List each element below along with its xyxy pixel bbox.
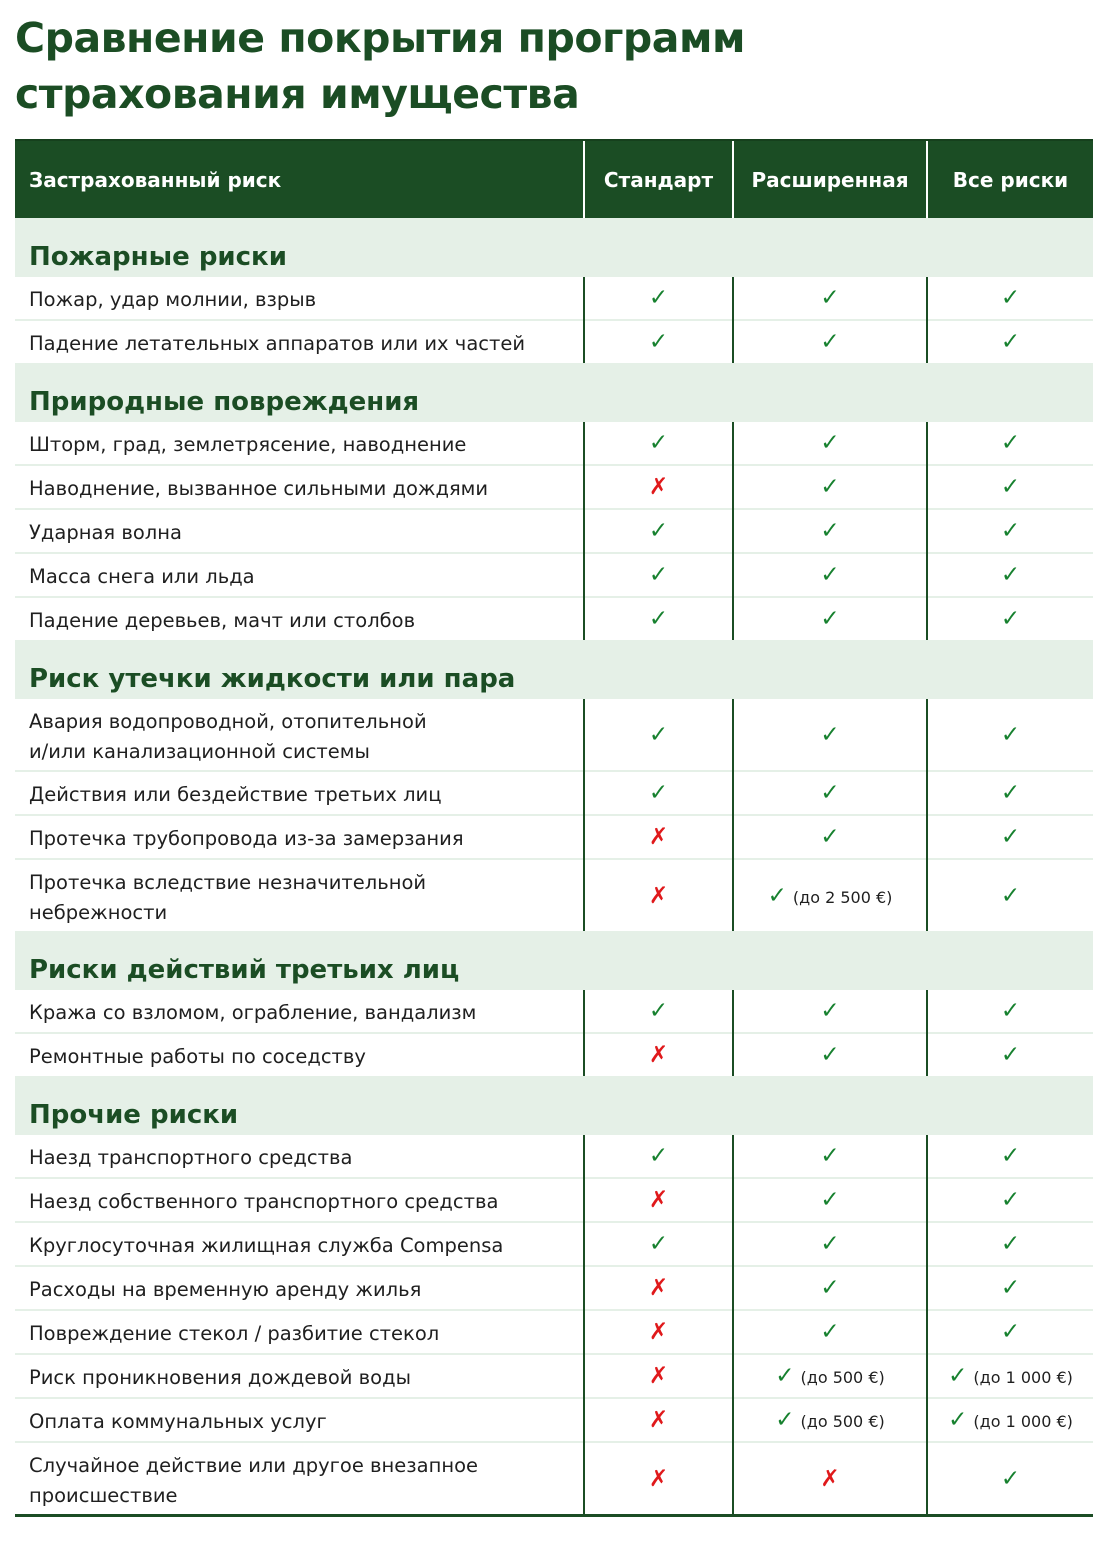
cell-standard: [584, 320, 733, 363]
cross-icon: ✗: [820, 1465, 840, 1492]
check-icon: ✓: [1000, 474, 1021, 500]
check-icon: ✓: [1000, 1187, 1021, 1213]
table-row: [15, 1266, 1093, 1310]
cross-icon: ✗: [648, 824, 669, 850]
table-row: [15, 1398, 1093, 1442]
check-icon: ✓: [820, 721, 840, 748]
cell-extended: [733, 320, 927, 363]
check-icon: ✓: [1000, 721, 1021, 748]
table-row: [15, 1310, 1093, 1354]
check-icon: ✓: [820, 1319, 840, 1345]
cell-all-risks: [927, 1442, 1093, 1516]
table-row: [15, 277, 1093, 320]
cell-standard: [584, 1354, 733, 1398]
risk-label-line: Масса снега или льда: [29, 565, 255, 588]
section-title: Риск утечки жидкости или пара: [29, 664, 516, 694]
section-row: [15, 1076, 1093, 1135]
cell-extended: [733, 1398, 927, 1442]
cell-all-risks: [927, 553, 1093, 597]
check-icon: ✓: [820, 1143, 840, 1169]
header-all-risks: Все риски: [927, 140, 1093, 218]
cell-all-risks: [927, 509, 1093, 553]
table-row: [15, 1354, 1093, 1398]
cell-all-risks: [927, 815, 1093, 859]
check-icon: ✓: [820, 606, 840, 632]
section-title: Пожарные риски: [29, 242, 287, 272]
cell-extended: [733, 509, 927, 553]
risk-label: [29, 1183, 583, 1217]
cell-standard: [584, 815, 733, 859]
coverage-table: [15, 139, 1093, 1517]
cell-extended: [733, 1178, 927, 1222]
table-header: [15, 140, 1093, 218]
cell-all-risks: [927, 699, 1093, 771]
check-icon: ✓: [1000, 562, 1021, 588]
title-line-1: Сравнение покрытия программ: [15, 14, 745, 62]
cross-icon: ✗: [648, 1042, 669, 1068]
cell-standard: [584, 1266, 733, 1310]
check-icon: ✓: [1000, 430, 1021, 456]
check-icon: ✓: [648, 518, 669, 544]
cell-extended: [733, 771, 927, 815]
cell-standard: [584, 553, 733, 597]
cell-standard: [584, 1135, 733, 1178]
check-icon: ✓: [820, 518, 840, 544]
check-icon: ✓: [820, 824, 840, 850]
check-icon: ✓: [1000, 606, 1021, 632]
check-icon: ✓: [820, 780, 840, 806]
risk-label: [29, 1139, 583, 1173]
cell-extended: [733, 1222, 927, 1266]
risk-label: [29, 281, 583, 315]
check-icon: ✓: [1000, 998, 1021, 1024]
table-row: [15, 699, 1093, 771]
check-icon: ✓: [648, 998, 669, 1024]
risk-label: [29, 1038, 583, 1072]
check-icon: ✓: [648, 780, 669, 806]
cell-standard: [584, 771, 733, 815]
cross-icon: ✗: [648, 882, 669, 909]
cell-standard: [584, 1222, 733, 1266]
risk-label: [29, 426, 583, 460]
risk-label-line: происшествие: [29, 1483, 178, 1507]
risk-label: [29, 864, 583, 928]
cell-all-risks: [927, 1398, 1093, 1442]
cell-all-risks: [927, 1033, 1093, 1076]
cell-all-risks: [927, 597, 1093, 640]
table-row: [15, 465, 1093, 509]
cell-extended: [733, 1033, 927, 1076]
check-icon: ✓: [775, 1363, 795, 1389]
cell-standard: [584, 277, 733, 320]
risk-label: [29, 1359, 583, 1393]
check-icon: ✓: [820, 1275, 840, 1301]
table-row: [15, 1135, 1093, 1178]
title-line-2: страхования имущества: [15, 70, 580, 118]
risk-label: [29, 514, 583, 548]
risk-label-line: и/или канализационной системы: [29, 739, 370, 763]
cross-icon: ✗: [648, 1407, 669, 1433]
cell-all-risks: [927, 859, 1093, 931]
cell-standard: [584, 509, 733, 553]
check-icon: ✓: [1000, 1231, 1021, 1257]
cell-standard: [584, 1442, 733, 1516]
risk-label-line: Расходы на временную аренду жилья: [29, 1278, 422, 1301]
cell-all-risks: [927, 990, 1093, 1033]
table-row: [15, 1178, 1093, 1222]
check-icon: ✓: [648, 430, 669, 456]
risk-label: [29, 1447, 583, 1511]
check-icon: ✓: [648, 1143, 669, 1169]
risk-label-line: Случайное действие или другое внезапное: [29, 1453, 478, 1477]
table-row: [15, 509, 1093, 553]
check-icon: ✓: [1000, 780, 1021, 806]
check-icon: ✓: [648, 1231, 669, 1257]
section-row: [15, 218, 1093, 277]
check-icon: ✓: [820, 285, 840, 311]
check-icon: ✓: [767, 882, 787, 909]
risk-label-line: Падение летательных аппаратов или их частей: [29, 332, 526, 355]
check-icon: ✓: [648, 721, 669, 748]
check-icon: ✓: [820, 1042, 840, 1068]
risk-label: [29, 703, 583, 767]
check-icon: ✓: [820, 998, 840, 1024]
risk-label: [29, 994, 583, 1028]
check-icon: ✓: [1000, 329, 1021, 355]
table-row: [15, 815, 1093, 859]
cell-all-risks: [927, 1222, 1093, 1266]
check-icon: ✓: [648, 285, 669, 311]
cell-all-risks: [927, 771, 1093, 815]
check-icon: ✓: [1000, 285, 1021, 311]
cell-standard: [584, 422, 733, 465]
table-row: [15, 320, 1093, 363]
cell-extended: [733, 699, 927, 771]
cell-all-risks: [927, 320, 1093, 363]
page-title: [15, 10, 1085, 122]
check-icon: ✓: [648, 606, 669, 632]
check-icon: ✓: [1000, 1319, 1021, 1345]
table-row: [15, 422, 1093, 465]
check-icon: ✓: [1000, 518, 1021, 544]
check-icon: ✓: [775, 1407, 795, 1433]
header-risk: Застрахованный риск: [15, 140, 584, 218]
check-icon: ✓: [948, 1363, 968, 1389]
table-row: [15, 1442, 1093, 1516]
risk-label-line: Падение деревьев, мачт или столбов: [29, 609, 416, 632]
limit-note: (до 1 000 €): [973, 1368, 1073, 1387]
cell-standard: [584, 1178, 733, 1222]
risk-label: [29, 1403, 583, 1437]
risk-label: [29, 776, 583, 810]
limit-note: (до 500 €): [800, 1368, 885, 1387]
header-standard: Стандарт: [584, 140, 733, 218]
risk-label-line: Ударная волна: [29, 521, 182, 544]
cell-standard: [584, 1310, 733, 1354]
cell-extended: [733, 859, 927, 931]
cell-all-risks: [927, 1135, 1093, 1178]
risk-label-line: Протечка трубопровода из-за замерзания: [29, 827, 464, 850]
risk-label-line: Повреждение стекол / разбитие стекол: [29, 1322, 440, 1345]
section-row: [15, 363, 1093, 422]
risk-label-line: Наезд транспортного средства: [29, 1146, 353, 1169]
cell-standard: [584, 465, 733, 509]
section-row: [15, 931, 1093, 990]
cell-extended: [733, 422, 927, 465]
cell-extended: [733, 1135, 927, 1178]
check-icon: ✓: [820, 474, 840, 500]
cell-all-risks: [927, 1266, 1093, 1310]
risk-label-line: Ремонтные работы по соседству: [29, 1045, 366, 1068]
risk-label-line: Авария водопроводной, отопительной: [29, 709, 427, 733]
table-row: [15, 859, 1093, 931]
check-icon: ✓: [1000, 1465, 1021, 1492]
table-row: [15, 1222, 1093, 1266]
check-icon: ✓: [820, 1231, 840, 1257]
cell-standard: [584, 1398, 733, 1442]
risk-label-line: Пожар, удар молнии, взрыв: [29, 288, 317, 311]
cell-extended: [733, 990, 927, 1033]
cross-icon: ✗: [648, 1187, 669, 1213]
risk-label: [29, 558, 583, 592]
cell-standard: [584, 597, 733, 640]
cell-extended: [733, 1310, 927, 1354]
check-icon: ✓: [1000, 1143, 1021, 1169]
risk-label: [29, 1227, 583, 1261]
risk-label-line: Кража со взломом, ограбление, вандализм: [29, 1001, 477, 1024]
cell-standard: [584, 859, 733, 931]
cell-extended: [733, 597, 927, 640]
risk-label-line: Шторм, град, землетрясение, наводнение: [29, 433, 467, 456]
cell-all-risks: [927, 1178, 1093, 1222]
check-icon: ✓: [1000, 882, 1021, 909]
cell-extended: [733, 1354, 927, 1398]
section-row: [15, 640, 1093, 699]
cell-all-risks: [927, 1310, 1093, 1354]
check-icon: ✓: [648, 562, 669, 588]
check-icon: ✓: [820, 329, 840, 355]
table-row: [15, 771, 1093, 815]
check-icon: ✓: [820, 562, 840, 588]
risk-label: [29, 1271, 583, 1305]
risk-label-line: Круглосуточная жилищная служба Compensa: [29, 1234, 504, 1257]
check-icon: ✓: [648, 329, 669, 355]
cell-extended: [733, 815, 927, 859]
check-icon: ✓: [1000, 1042, 1021, 1068]
cell-standard: [584, 1033, 733, 1076]
risk-label-line: Действия или бездействие третьих лиц: [29, 783, 442, 806]
table-row: [15, 1033, 1093, 1076]
check-icon: ✓: [1000, 824, 1021, 850]
cross-icon: ✗: [648, 1363, 669, 1389]
risk-label-line: небрежности: [29, 900, 168, 924]
limit-note: (до 2 500 €): [792, 887, 893, 907]
risk-label: [29, 325, 583, 359]
cross-icon: ✗: [648, 1275, 669, 1301]
table-body: [15, 218, 1093, 1516]
risk-label-line: Наезд собственного транспортного средства: [29, 1190, 499, 1213]
risk-label-line: Риск проникновения дождевой воды: [29, 1366, 411, 1389]
section-title: Риски действий третьих лиц: [29, 955, 460, 985]
limit-note: (до 1 000 €): [973, 1412, 1073, 1431]
header-extended: Расширенная: [733, 140, 927, 218]
cell-all-risks: [927, 1354, 1093, 1398]
cell-all-risks: [927, 422, 1093, 465]
cell-all-risks: [927, 465, 1093, 509]
check-icon: ✓: [1000, 1275, 1021, 1301]
cross-icon: ✗: [648, 1319, 669, 1345]
section-title: Природные повреждения: [29, 387, 420, 417]
cell-standard: [584, 990, 733, 1033]
cell-extended: [733, 277, 927, 320]
table-row: [15, 990, 1093, 1033]
cross-icon: ✗: [648, 474, 669, 500]
risk-label: [29, 1315, 583, 1349]
cell-all-risks: [927, 277, 1093, 320]
risk-label-line: Оплата коммунальных услуг: [29, 1410, 327, 1433]
check-icon: ✓: [948, 1407, 968, 1433]
table-row: [15, 597, 1093, 640]
cross-icon: ✗: [648, 1465, 669, 1492]
risk-label: [29, 470, 583, 504]
limit-note: (до 500 €): [800, 1412, 885, 1431]
cell-extended: [733, 553, 927, 597]
risk-label-line: Наводнение, вызванное сильными дождями: [29, 477, 489, 500]
risk-label: [29, 820, 583, 854]
section-title: Прочие риски: [29, 1100, 239, 1130]
cell-extended: [733, 1266, 927, 1310]
cell-standard: [584, 699, 733, 771]
table-row: [15, 553, 1093, 597]
check-icon: ✓: [820, 430, 840, 456]
risk-label: [29, 602, 583, 636]
cell-extended: [733, 1442, 927, 1516]
risk-label-line: Протечка вследствие незначительной: [29, 870, 427, 894]
cell-extended: [733, 465, 927, 509]
check-icon: ✓: [820, 1187, 840, 1213]
